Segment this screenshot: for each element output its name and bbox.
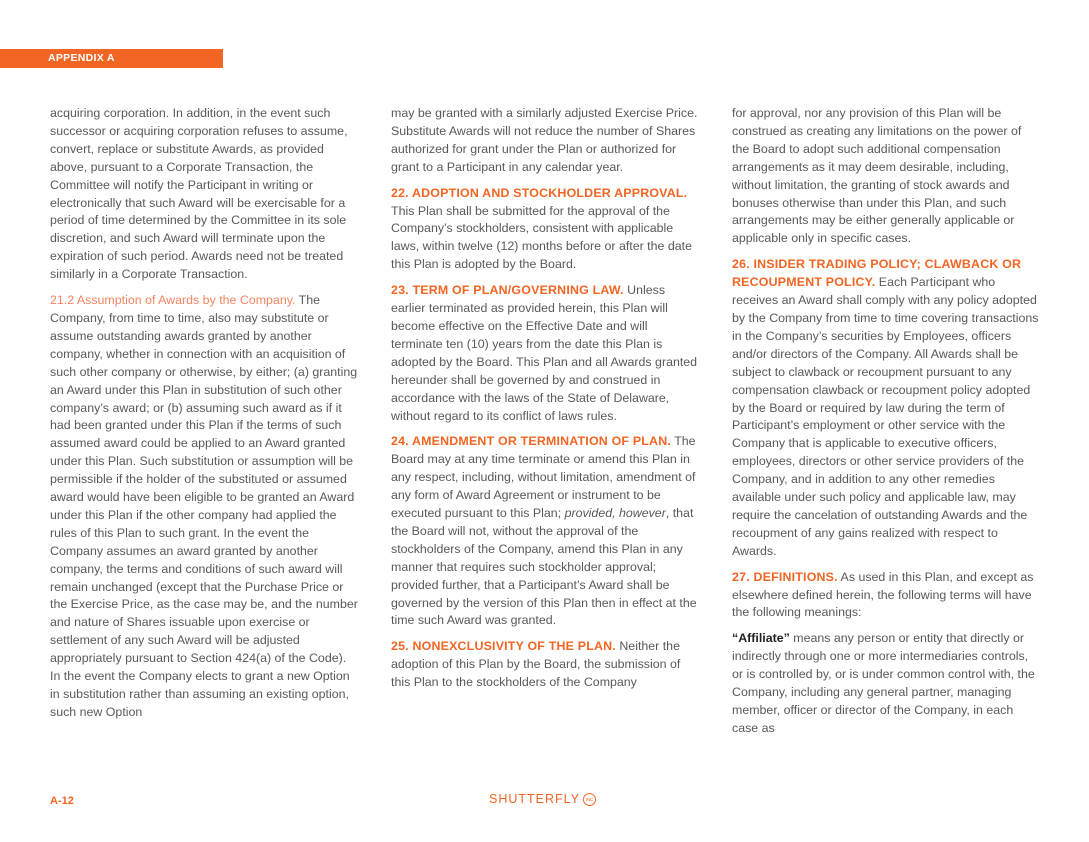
section-heading: 22. ADOPTION AND STOCKHOLDER APPROVAL. xyxy=(391,185,688,200)
paragraph-text: acquiring corporation. In addition, in the event such successor or acquiring corporation refuses to assume, convert, replace or substitute Awards, as provided above, pursuant to a Corporate Transaction, the Committee will notify the Participant in writing or electronically that such Award will be exercisable for a period of time determined by the Committee in its sole discretion, and such Award will terminate upon the expiration of such period. Awards need not be treated similarly in a Corporate Transaction. xyxy=(50,106,348,282)
definition-body: means any person or entity that directly or indirectly through one or more intermediaries controls, or is controlled by, or is under common control with, the Company, including any general partner, managing member, officer or director of the Company, in each case as xyxy=(732,631,1035,735)
text-column-3 xyxy=(732,105,1040,746)
section-27 xyxy=(732,569,1040,623)
section-heading: 21.2 Assumption of Awards by the Company. xyxy=(50,293,296,308)
section-emphasis: provided, however xyxy=(564,506,666,521)
section-body: Each Participant who receives an Award shall comply with any policy adopted by the Company from time to time covering transactions in the Company’s securities by Employees, officers and/or directors of the Company. All Awards shall be subject to clawback or recoupment pursuant to any compensation clawback or recoupment policy adopted by the Board or required by law during the term of Participant’s employment or other service with the Company that is applicable to executive officers, employees, directors or other service providers of the Company, and in addition to any other remedies available under such policy and applicable law, may require the cancelation of outstanding Awards and the recoupment of any gains realized with respect to Awards. xyxy=(732,275,1039,558)
section-body-cont: , that the Board will not, without the approval of the stockholders of the Company, amend this Plan in any manner that requires such stockholder approval; provided further, that a Participant’s Award shall be governed by the version of this Plan then in effect at the time such Award was granted. xyxy=(391,506,697,628)
section-heading: 23. TERM OF PLAN/GOVERNING LAW. xyxy=(391,283,624,298)
appendix-label: APPENDIX A xyxy=(0,49,223,68)
page-number: A-12 xyxy=(50,795,74,807)
paragraph xyxy=(50,105,358,284)
section-body: The Board may at any time terminate or amend this Plan in any respect, including, without limitation, amendment of any form of Award Agreement or instrument to be executed pursuant to this Plan; xyxy=(391,434,696,521)
section-body: The Company, from time to time, also may substitute or assume outstanding awards granted by another company, whether in connection with an acquisition of such other company or otherwise, by either; (a) granting an Award under this Plan in substitution of such other company’s award; or (b) assuming such award as if it had been granted under this Plan if the terms of such assumed award could be applied to an Award granted under this Plan. Such substitution or assumption will be permissible if the holder of the substituted or assumed award would have been eligible to be granted an Award under this Plan if the other company had applied the rules of this Plan to such grant. In the event the Company assumes an award granted by another company, the terms and conditions of such award will remain unchanged (except that the Purchase Price or the Exercise Price, as the case may be, and the number and nature of Shares issuable upon exercise or settlement of any such Award will be adjusted appropriately pursuant to Section 424(a) of the Code). In the event the Company elects to grant a new Option in substitution rather than assuming an existing option, such new Option xyxy=(50,293,358,719)
text-column-2 xyxy=(391,105,699,700)
definition-affiliate xyxy=(732,630,1040,737)
text-column-1 xyxy=(50,105,358,730)
section-heading: 26. INSIDER TRADING POLICY; CLAWBACK OR RECOUPMENT POLICY. xyxy=(732,257,1022,290)
section-body: As used in this Plan, and except as elsewhere defined herein, the following terms will have the following meanings: xyxy=(732,569,1034,620)
definition-term: “Affiliate” xyxy=(732,631,790,646)
paragraph-text: may be granted with a similarly adjusted Exercise Price. Substitute Awards will not reduce the number of Shares authorized for grant under the Plan or authorized for grant to a Participant in any calendar year. xyxy=(391,106,698,174)
inc-badge-icon: INC xyxy=(583,793,596,806)
section-heading: 25. NONEXCLUSIVITY OF THE PLAN. xyxy=(391,639,616,654)
paragraph xyxy=(732,105,1040,248)
section-21-2 xyxy=(50,292,358,722)
shutterfly-logo xyxy=(489,792,596,806)
logo-text: SHUTTERFLY xyxy=(489,792,581,806)
paragraph xyxy=(391,105,699,177)
section-22 xyxy=(391,185,699,275)
section-23 xyxy=(391,282,699,425)
section-heading: 24. AMENDMENT OR TERMINATION OF PLAN. xyxy=(391,434,671,449)
paragraph-text: for approval, nor any provision of this Plan will be construed as creating any limitations on the power of the Board to adopt such additional compensation arrangements as it may deem desirable, including, without limitation, the granting of stock awards and bonuses otherwise than under this Plan, and such arrangements may be either generally applicable or applicable only in specific cases. xyxy=(732,106,1022,246)
section-body: Neither the adoption of this Plan by the Board, the submission of this Plan to the stockholders of the Company xyxy=(391,639,681,690)
section-24 xyxy=(391,433,699,630)
section-body: This Plan shall be submitted for the approval of the Company’s stockholders, consistent with applicable laws, within twelve (12) months before or after the date this Plan is adopted by the Board. xyxy=(391,203,692,272)
section-body: Unless earlier terminated as provided herein, this Plan will become effective on the Effective Date and will terminate ten (10) years from the date this Plan is adopted by the Board. This Plan and all Awards granted hereunder shall be governed by and construed in accordance with the laws of the State of Delaware, without regard to its conflict of laws rules. xyxy=(391,283,698,423)
section-26 xyxy=(732,256,1040,560)
section-25 xyxy=(391,638,699,692)
section-heading: 27. DEFINITIONS. xyxy=(732,569,838,584)
